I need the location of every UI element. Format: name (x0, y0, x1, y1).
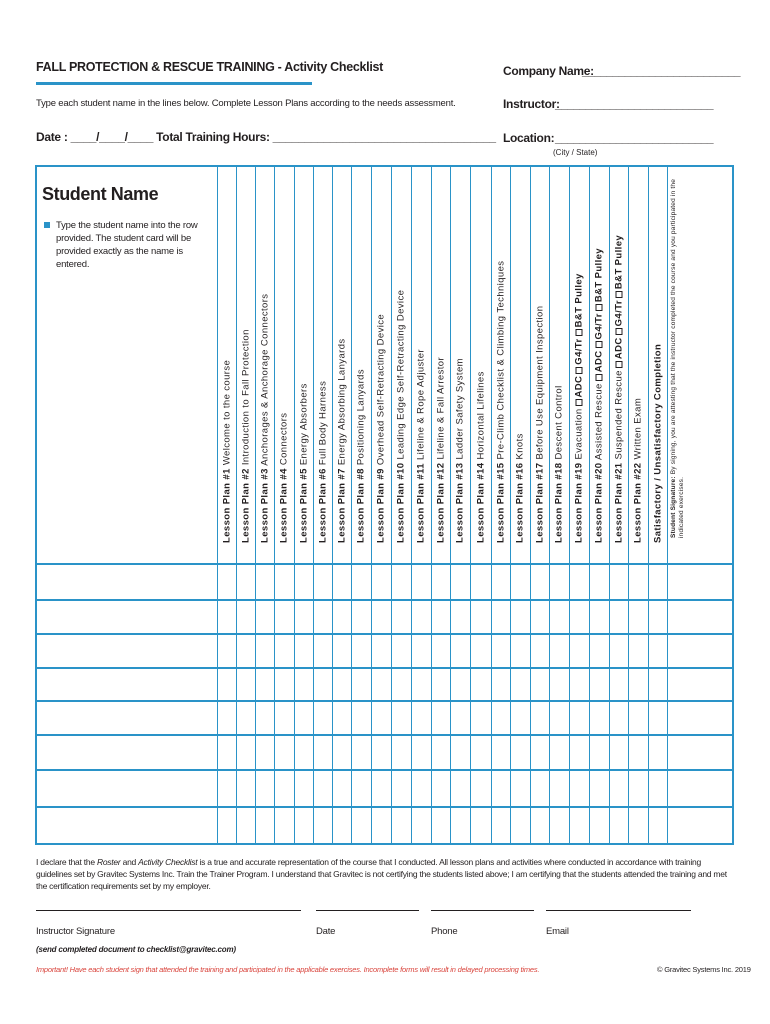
column-header-lesson-18 (549, 180, 569, 554)
column-header-lesson-8 (351, 180, 371, 554)
instructor-signature-line[interactable] (36, 910, 301, 911)
column-header-text: Lesson Plan #21 Suspended RescueADCG4/TrB&T Pulley (613, 234, 624, 543)
column-header-text: Lesson Plan #5 Energy Absorbers (298, 383, 309, 543)
column-header-text: Lesson Plan #4 Connectors (278, 412, 290, 543)
column-header-text: Lesson Plan #22 Written Exam (632, 397, 644, 543)
column-header-lesson-7 (332, 180, 351, 554)
column-header-lesson-4 (274, 180, 294, 554)
instructor-declaration: I declare that the Roster and Activity Checklist is a true and accurate representation of the course that I conducted. All lesson plans and activities where conducted in accordance with training guidelines set by Gravitec Systems Inc. Train the Trainer Program. I understand that Gravitec is not certifying the students listed above; I am certifying that the students attended the training and met the certification requirements set by my employer. (36, 857, 727, 891)
phone-line[interactable] (431, 910, 534, 911)
column-header-lesson-20 (589, 180, 609, 554)
column-header-text: Lesson Plan #3 Anchorages & Anchorage Connectors (259, 293, 270, 543)
location-field[interactable]: __________________________ (555, 131, 713, 145)
location-note: (City / State) (553, 148, 598, 157)
company-name-label: Company Name: (503, 64, 594, 78)
bullet-square-icon (44, 222, 50, 228)
email-line[interactable] (546, 910, 691, 911)
location-label: Location: (503, 131, 555, 145)
date-line[interactable] (316, 910, 419, 911)
column-header-text: Lesson Plan #10 Leading Edge Self-Retracting Device (395, 289, 407, 543)
column-header-lesson-19 (569, 180, 589, 554)
column-header-text: Lesson Plan #20 Assisted RescueADCG4/TrB&T Pulley (593, 248, 605, 543)
option-checkbox[interactable] (615, 361, 622, 368)
form-title: FALL PROTECTION & RESCUE TRAINING - Activity Checklist (36, 60, 384, 74)
column-header-text: Lesson Plan #13 Ladder Safety System (454, 358, 466, 543)
date-and-hours-field[interactable]: Date : ____/____/____ Total Training Hours: ___________________________________ (36, 130, 496, 144)
column-header-lesson-2 (236, 180, 255, 554)
column-header-lesson-1 (217, 180, 236, 554)
student-signature-note: Student Signature: By signing, you are attesting that the instructor completed the course and you participated in the indicated exercises. (670, 178, 685, 538)
student-name-input[interactable] (37, 599, 215, 631)
column-header-lesson-13 (450, 180, 470, 554)
option-checkbox[interactable] (595, 374, 602, 381)
student-name-input[interactable] (37, 734, 215, 767)
column-header-lesson-12 (431, 180, 450, 554)
column-header-text: Lesson Plan #19 EvacuationADCG4/TrB&T Pulley (573, 273, 585, 543)
email-label: Email (546, 926, 569, 937)
column-header-text: Lesson Plan #6 Full Body Harness (317, 380, 328, 543)
column-header-lesson-10 (391, 180, 411, 554)
instructor-field[interactable]: __________________________ (555, 97, 713, 111)
column-header-student-signature (667, 180, 689, 554)
column-header-lesson-14 (470, 180, 491, 554)
option-checkbox[interactable] (615, 328, 622, 335)
column-header-lesson-15 (491, 180, 510, 554)
company-name-field[interactable]: __________________________ (582, 64, 740, 78)
column-header-lesson-5 (294, 180, 313, 554)
student-name-input[interactable] (37, 633, 215, 665)
column-header-text: Lesson Plan #14 Horizontal Lifelines (475, 371, 486, 543)
instructor-label: Instructor: (503, 97, 560, 111)
option-checkbox[interactable] (575, 367, 582, 374)
column-header-lesson-9 (371, 180, 391, 554)
column-header-lesson-11 (411, 180, 431, 554)
option-checkbox[interactable] (615, 291, 622, 298)
student-name-note: Type the student name into the row provided. The student card will be provided exactly as the name is entered. (56, 220, 198, 270)
column-header-lesson-3 (255, 180, 274, 554)
form-instruction: Type each student name in the lines below. Complete Lesson Plans according to the needs assessment. (36, 98, 456, 109)
option-checkbox[interactable] (575, 400, 582, 407)
student-name-input[interactable] (37, 667, 215, 698)
send-instructions: (send completed document to checklist@gravitec.com) (36, 945, 236, 954)
column-header-text: Lesson Plan #9 Overhead Self-Retracting Device (375, 313, 387, 543)
important-notice: Important! Have each student sign that attended the training and participated in the applicable exercises. Incomplete forms will result in delayed processing times. (36, 965, 540, 974)
student-name-heading: Student Name (42, 184, 159, 204)
option-checkbox[interactable] (595, 304, 602, 311)
student-name-input[interactable] (37, 769, 215, 804)
column-header-text: Lesson Plan #2 Introduction to Fall Protection (240, 329, 251, 543)
column-header-text: Lesson Plan #17 Before Use Equipment Inspection (534, 305, 545, 543)
column-header-lesson-6 (313, 180, 332, 554)
column-header-text: Lesson Plan #7 Energy Absorbing Lanyards (336, 338, 347, 543)
column-header-text: Lesson Plan #18 Descent Control (553, 385, 565, 543)
title-underline (36, 82, 312, 85)
column-header-text: Lesson Plan #15 Pre-Climb Checklist & Climbing Techniques (495, 260, 506, 543)
column-header-lesson-23 (648, 180, 667, 554)
column-header-text: Lesson Plan #1 Welcome to the course (221, 359, 232, 543)
option-checkbox[interactable] (595, 341, 602, 348)
student-name-input[interactable] (37, 563, 215, 597)
column-header-lesson-16 (510, 180, 530, 554)
column-header-lesson-17 (530, 180, 549, 554)
column-header-lesson-21 (609, 180, 628, 554)
student-name-input[interactable] (37, 806, 215, 841)
phone-label: Phone (431, 926, 458, 937)
column-header-text: Satisfactory / Unsatisfactory Completion (652, 343, 663, 543)
column-header-text: Lesson Plan #16 Knots (514, 433, 526, 543)
column-header-text: Lesson Plan #12 Lifeline & Fall Arrestor (435, 356, 446, 543)
date-label: Date (316, 926, 336, 937)
option-checkbox[interactable] (575, 329, 582, 336)
instructor-signature-label: Instructor Signature (36, 926, 115, 937)
student-name-input[interactable] (37, 700, 215, 732)
column-header-lesson-22 (628, 180, 648, 554)
copyright: © Gravitec Systems Inc. 2019 (657, 965, 751, 974)
column-header-text: Lesson Plan #11 Lifeline & Rope Adjuster (415, 349, 427, 543)
column-header-text: Lesson Plan #8 Positioning Lanyards (355, 368, 367, 543)
